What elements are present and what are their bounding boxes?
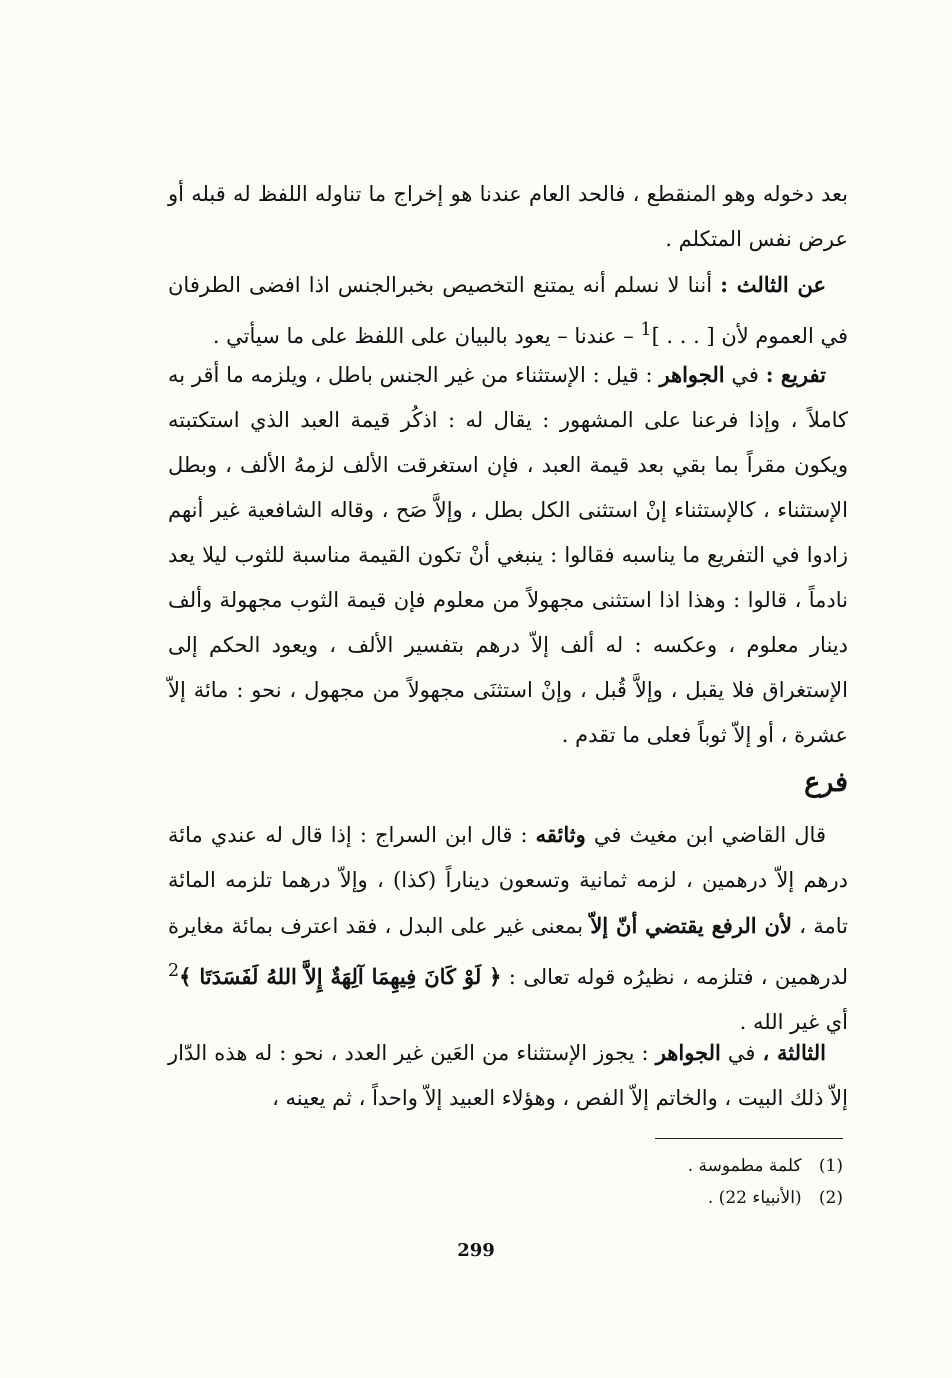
footnote-1-text: كلمة مطموسة . <box>687 1156 802 1176</box>
footnote-1 <box>500 1150 843 1182</box>
paragraph-3-lead: تفريع : <box>765 362 826 387</box>
page-number: 299 <box>457 1240 495 1261</box>
paragraph-2 <box>168 262 848 359</box>
footnote-2-number: (2) <box>818 1188 843 1208</box>
footnote-1-number: (1) <box>818 1156 843 1176</box>
paragraph-4-bold-1: وثائقه <box>535 822 586 847</box>
paragraph-4-text-4: أي غير الله . <box>739 1010 848 1034</box>
paragraph-4 <box>168 812 848 1045</box>
paragraph-3-mid: في <box>724 363 766 387</box>
footnotes <box>500 1150 843 1214</box>
paragraph-4-bold-2: لأن الرفع يقتضي أنّ إلاّ <box>590 913 792 938</box>
footnote-2 <box>500 1182 843 1214</box>
quran-verse: ﴿ لَوْ كَانَ فِيهِمَا آلِهَةٌ إِلاَّ اللهُ لَفَسَدَتَا ﴾ <box>179 964 502 989</box>
paragraph-5-lead: الثالثة ، <box>762 1040 826 1065</box>
paragraph-3-text: : قيل : الإستثناء من غير الجنس باطل ، ويلزمه ما أقر به كاملاً ، وإذا فرعنا على المشهور : يقال له : اذكُر قيمة العبد الذي استكتبته ويكون مقراً بما بقي بعد قيمة العبد ، فإن استغرقت الألف لزمهُ الألف ، وبطل الإستثناء ، كالإستثناء إنْ استثنى الكل بطل ، وإلاَّ صَح ، وقاله الشافعية غير أنهم زادوا في التفريع ما يناسبه فقالوا : ينبغي أنْ تكون القيمة مناسبة للثوب ليلا يعد نادماً ، قالوا : وهذا اذا استثنى مجهولاً من معلوم فإن قيمة الثوب مجهولة وألف دينار معلوم ، وعكسه : له ألف إلاّ درهم بتفسير الألف ، ويعود الحكم إلى الإستغراق فلا يقبل ، وإلاَّ قُبل ، وإنْ استثنَى مجهولاً من مجهول ، نحو : مائة إلاّ عشرة ، أو إلاّ ثوباً فعلى ما تقدم . <box>168 363 848 747</box>
paragraph-5-mid: في <box>720 1041 763 1065</box>
paragraph-2-text: أننا لا نسلم أنه يمتنع التخصيص بخبرالجنس اذا افضى الطرفان في العموم لأن [ . . . ] <box>168 273 848 348</box>
section-heading: فرع <box>804 767 848 798</box>
paragraph-5 <box>168 1030 848 1121</box>
paragraph-5-text: : يجوز الإستثناء من العَين غير العدد ، نحو : له هذه الدّار إلاّ ذلك البيت ، والخاتم إلاّ الفص ، وهؤلاء العبيد إلاّ واحداً ، ثم يعينه ، <box>168 1041 848 1110</box>
paragraph-4-text-1: قال القاضي ابن مغيث في <box>585 823 826 847</box>
footnote-ref-2: 2 <box>168 961 180 981</box>
paragraph-1 <box>168 172 848 262</box>
paragraph-1-text: بعد دخوله وهو المنقطع ، فالحد العام عندنا هو إخراج ما تناوله اللفظ له قبله أو عرض نفس المتكلم . <box>168 182 848 251</box>
footnote-divider <box>655 1138 843 1139</box>
paragraph-2-lead: عن الثالث : <box>720 272 826 297</box>
paragraph-3-source: الجواهر <box>659 362 725 387</box>
paragraph-4-text-2: : قال ابن السراج : إذا قال له عندي مائة درهم إلاّ درهمين ، لزمه ثمانية وتسعون ديناراً (كذا) ، وإلاّ درهما تلزمه المائة تامة ، <box>168 823 848 938</box>
footnote-2-text: (الأنبياء 22) . <box>707 1188 802 1208</box>
paragraph-4-text-3: بمعنى غير على البدل ، فقد اعترف بمائة مغايرة لدرهمين ، فتلزمه ، نظيرُه قوله تعالى : <box>168 914 848 989</box>
paragraph-5-source: الجواهر <box>655 1040 721 1065</box>
footnote-ref-1: 1 <box>640 320 652 340</box>
paragraph-3 <box>168 352 848 758</box>
paragraph-2-text-after: – عندنا – يعود بالبيان على اللفظ على ما سيأتي . <box>212 324 641 348</box>
